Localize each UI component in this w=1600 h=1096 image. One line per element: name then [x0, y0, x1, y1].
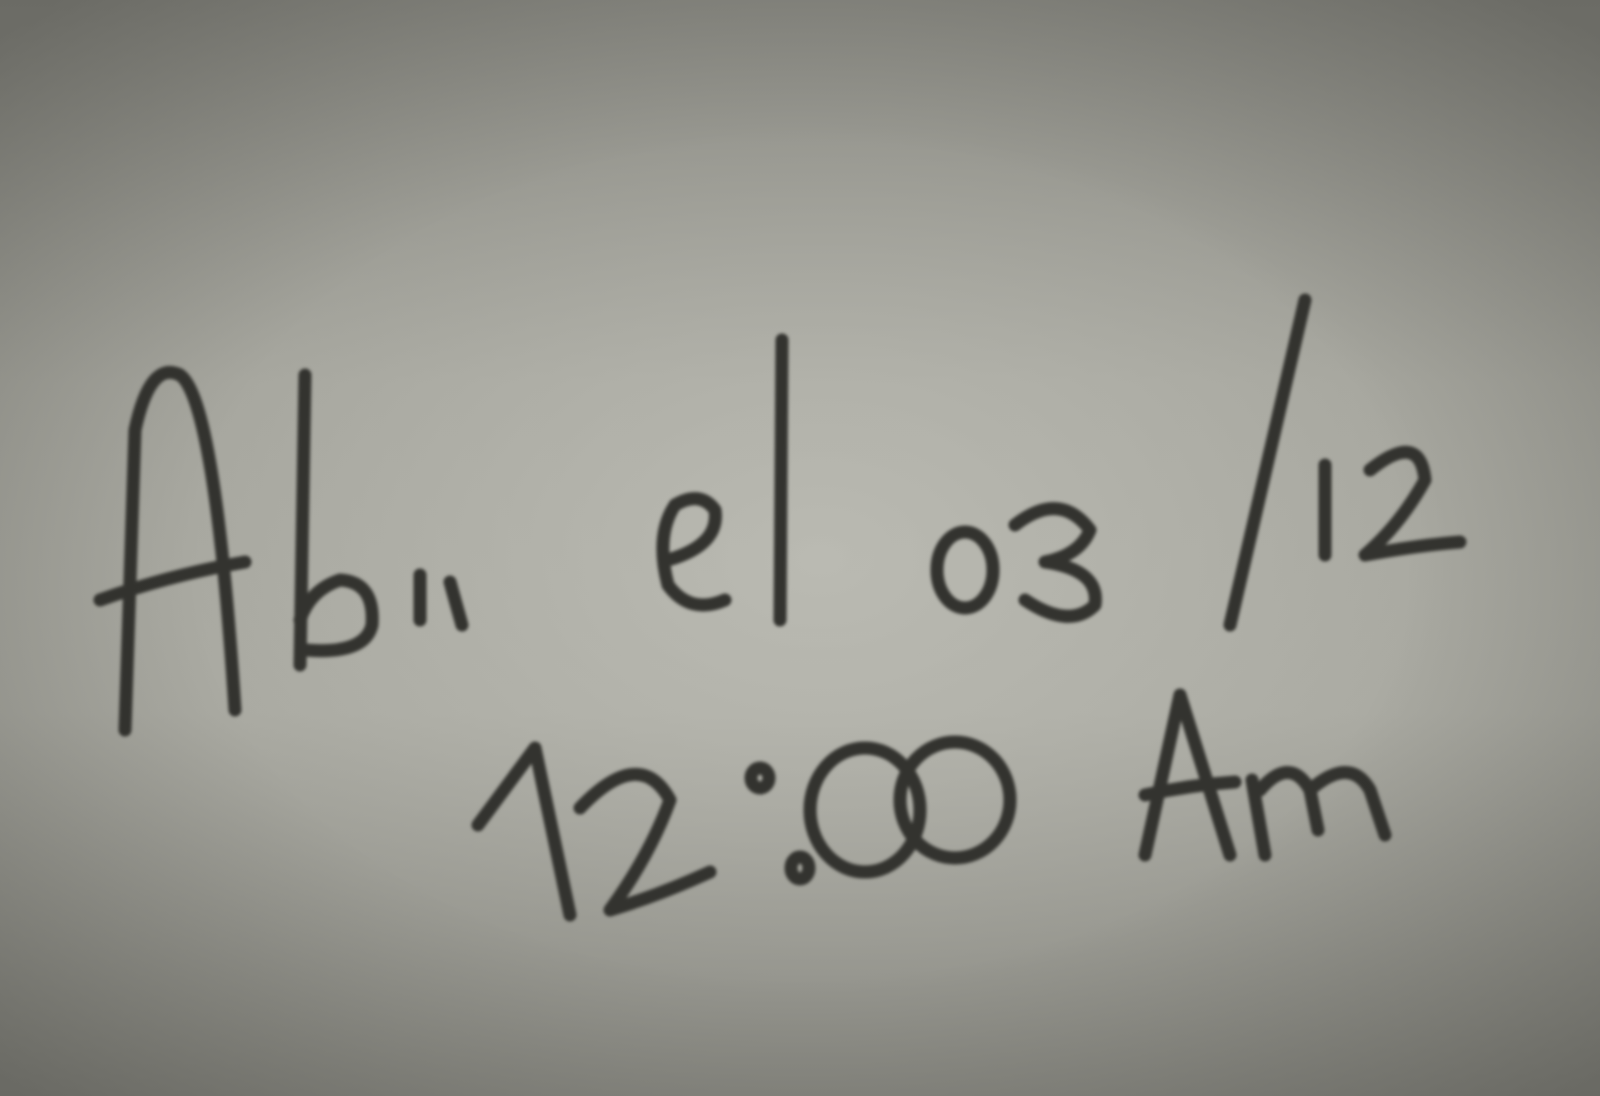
- word-abi-strokes: [100, 372, 462, 730]
- time-strokes: [478, 742, 1010, 915]
- am-strokes: [1145, 695, 1385, 855]
- date-strokes: [937, 300, 1460, 625]
- word-el-strokes: [663, 340, 782, 620]
